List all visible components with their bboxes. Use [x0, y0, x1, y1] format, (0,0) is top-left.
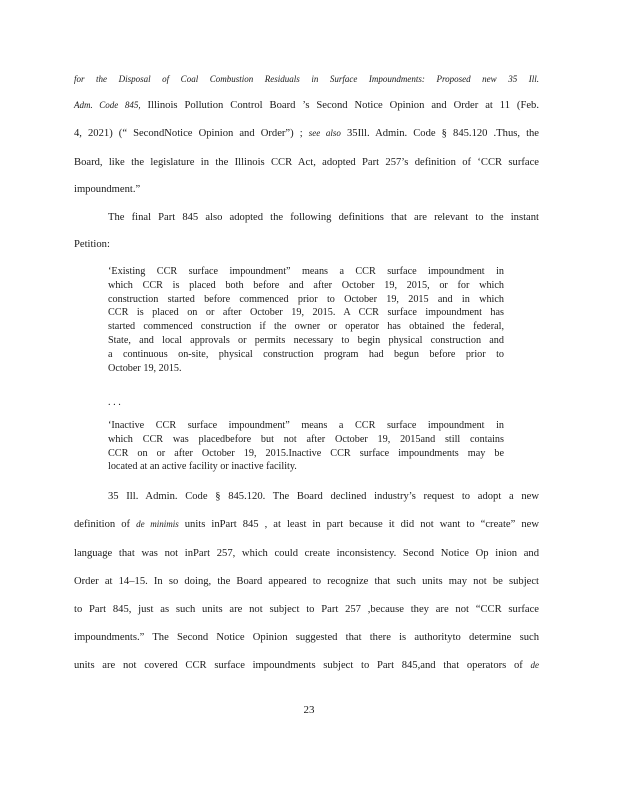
- paragraph-line: [74, 100, 539, 111]
- blockquote-line: ‘Existing CCR surface impoundment” means a CCR surface impoundment in: [108, 266, 504, 277]
- text-run: Board, like the legislature in the Illinois CCR Act, adopted Part 257’s definition of ‘CCR surface: [74, 157, 539, 168]
- ellipsis: . . .: [108, 397, 121, 408]
- italic-text: de: [530, 660, 539, 670]
- italic-text: for the Disposal of Coal Combustion Residuals in Surface Impoundments: Proposed new 35 Ill.: [74, 74, 539, 84]
- text-run: 35Ill. Admin. Code § 845.120 .Thus, the: [340, 128, 540, 139]
- blockquote-line: October 19, 2015.: [108, 362, 182, 374]
- paragraph-line: [74, 632, 539, 643]
- text-run: units are not covered CCR surface impoundments subject to Part 845,and that operators of: [74, 660, 531, 671]
- paragraph-line: [74, 548, 539, 559]
- text-run: language that was not inPart 257, which could create inconsistency. Second Notice Op inion and: [74, 548, 539, 559]
- text-run: Petition:: [74, 239, 110, 250]
- paragraph-line: [74, 184, 539, 195]
- paragraph-line: [74, 157, 539, 168]
- paragraph-line: [74, 604, 539, 615]
- blockquote-line: a continuous on-site, physical construction program had begun before prior to: [108, 348, 504, 360]
- italic-text: de minimis: [136, 519, 179, 529]
- italic-text: Adm. Code 845,: [74, 100, 141, 110]
- paragraph-line: [108, 491, 539, 502]
- paragraph-line: [74, 74, 539, 85]
- paragraph-line: [74, 128, 539, 139]
- text-run: impoundments.” The Second Notice Opinion suggested that there is authorityto determine such: [74, 632, 539, 643]
- text-run: 4, 2021) (“ SecondNotice Opinion and Order”) ;: [74, 128, 309, 139]
- text-run: definition of: [74, 519, 137, 530]
- blockquote-line: which CCR was placedbefore but not after October 19, 2015and still contains: [108, 433, 504, 445]
- blockquote-line: which CCR is placed both before and after October 19, 2015, or for which: [108, 279, 504, 291]
- text-run: 35 Ill. Admin. Code § 845.120. The Board declined industry’s request to adopt a new: [108, 491, 539, 502]
- paragraph-line: [74, 239, 539, 250]
- paragraph-line: [74, 660, 539, 671]
- paragraph-line: [74, 576, 539, 587]
- text-run: The final Part 845 also adopted the following definitions that are relevant to the instant: [108, 212, 539, 223]
- blockquote-line: State, and local approvals or permits necessary to begin physical construction and: [108, 335, 504, 346]
- text-run: Order at 14–15. In so doing, the Board appeared to recognize that such units may not be subject: [74, 576, 539, 587]
- paragraph-line: [108, 212, 539, 223]
- paragraph-line: [74, 519, 539, 530]
- blockquote-line: ‘Inactive CCR surface impoundment” means a CCR surface impoundment in: [108, 420, 504, 431]
- page-number: 23: [303, 704, 315, 716]
- blockquote-line: CCR is placed on or after October 19, 2015. A CCR surface impoundment has: [108, 307, 504, 319]
- italic-text: see also: [308, 128, 341, 138]
- text-run: Illinois Pollution Control Board ’s Second Notice Opinion and Order at 11 (Feb.: [140, 100, 539, 111]
- blockquote-line: CCR on or after October 19, 2015.Inactive CCR surface impoundments may be: [108, 447, 504, 459]
- blockquote-line: located at an active facility or inactive facility.: [108, 461, 297, 473]
- blockquote-line: started commenced construction if the owner or operator has obtained the federal,: [108, 321, 504, 333]
- blockquote-line: construction started before commenced prior to October 19, 2015 and in which: [108, 293, 504, 305]
- text-run: units inPart 845 , at least in part because it did not want to “create” new: [178, 519, 540, 530]
- text-run: impoundment.”: [74, 184, 141, 195]
- text-run: to Part 845, just as such units are not subject to Part 257 ,because they are not “CCR surface: [74, 604, 539, 615]
